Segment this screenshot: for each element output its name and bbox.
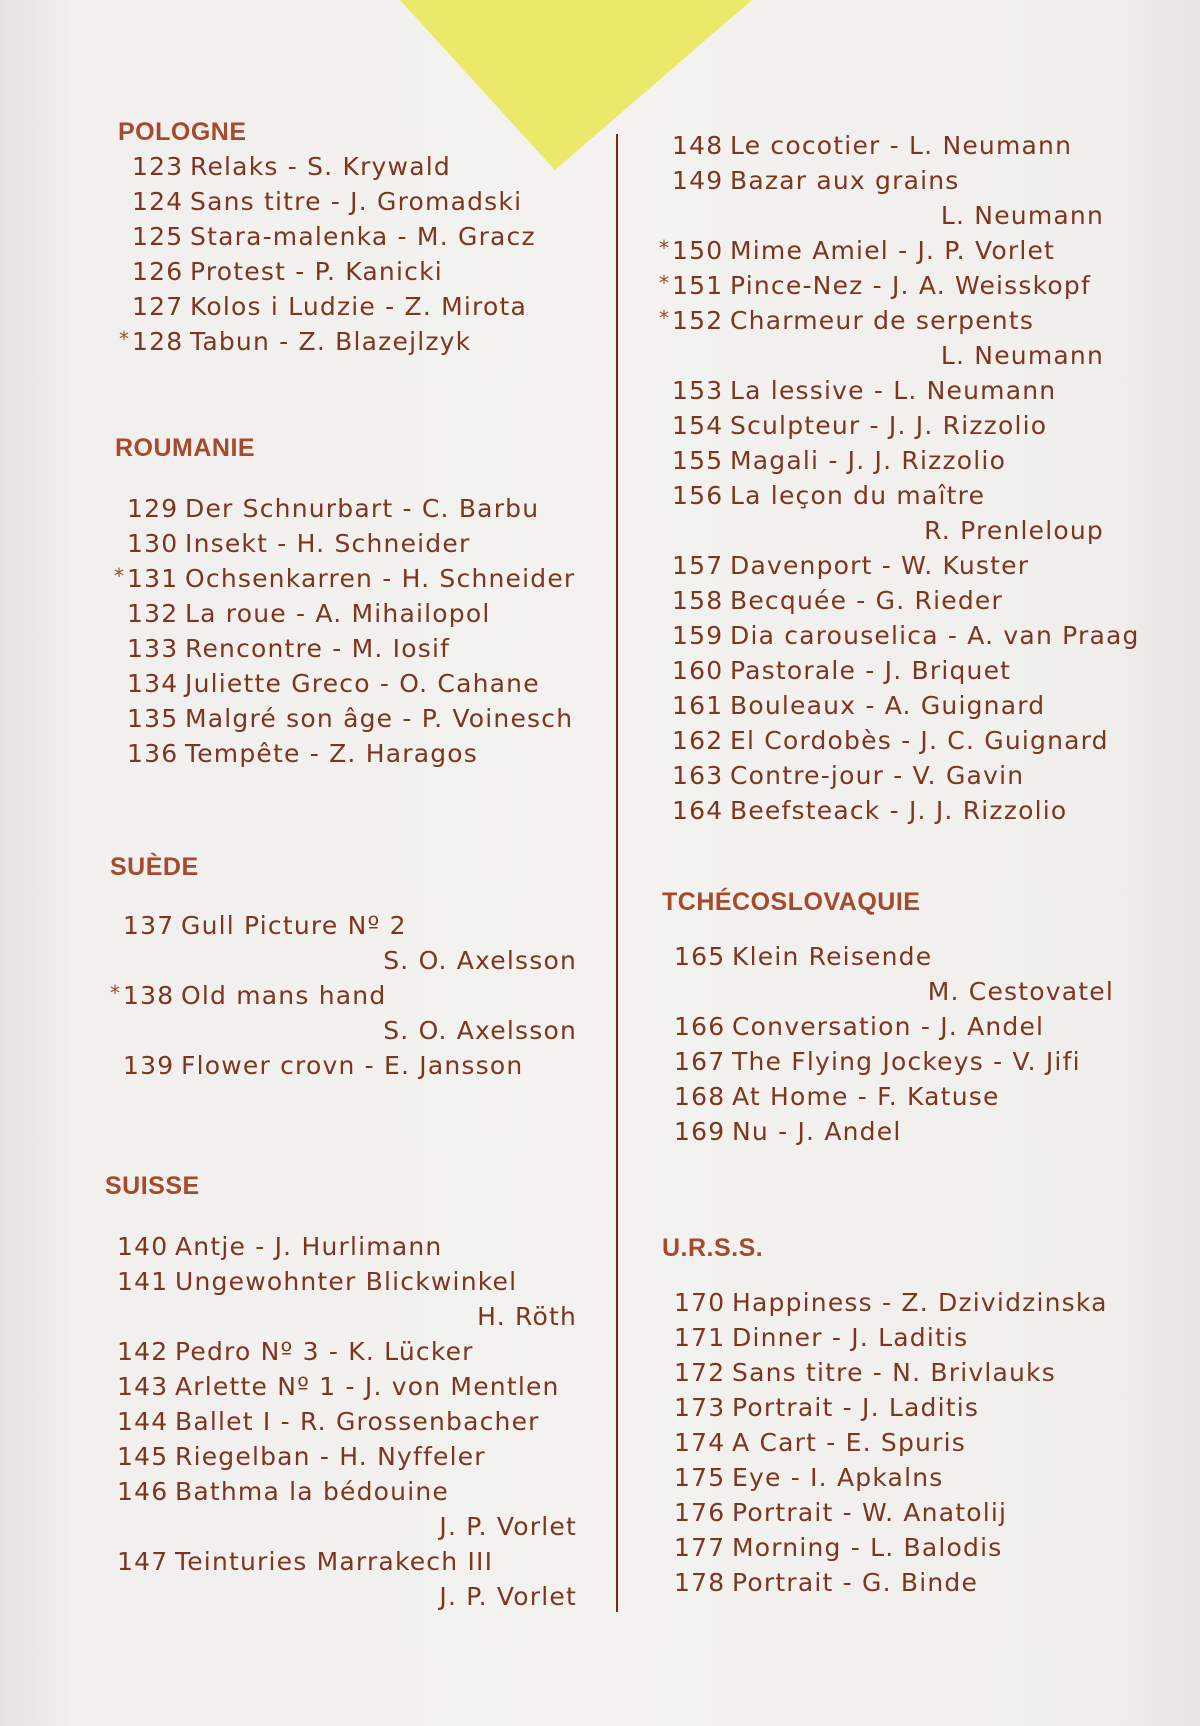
entry-number: 157: [672, 551, 724, 580]
entry-title: Ballet I - R. Grossenbacher: [175, 1407, 540, 1436]
asterisk-marker: *: [659, 236, 671, 260]
entry-title: La lessive - L. Neumann: [730, 376, 1057, 405]
entry-title: Magali - J. J. Rizzolio: [730, 446, 1007, 475]
entry-number: 171: [674, 1323, 726, 1352]
entry-title: Bathma la bédouine: [175, 1477, 449, 1506]
catalogue-entry: [672, 688, 1104, 723]
entry-title: Ungewohnter Blickwinkel: [175, 1267, 518, 1296]
entry-title: Juliette Greco - O. Cahane: [185, 669, 540, 698]
entry-number: 135: [127, 704, 179, 733]
entry-title: Becquée - G. Rieder: [730, 586, 1003, 615]
catalogue-entry: [132, 149, 588, 184]
catalogue-entry: [127, 666, 579, 701]
entry-title: Morning - L. Balodis: [732, 1533, 1003, 1562]
asterisk-marker: *: [114, 564, 126, 588]
entry-title: La roue - A. Mihailopol: [185, 599, 491, 628]
entry-title: Contre-jour - V. Gavin: [730, 761, 1025, 790]
catalogue-entry: [672, 793, 1104, 828]
entry-title: Portrait - W. Anatolij: [732, 1498, 1008, 1527]
entry-title: Old mans hand: [181, 981, 387, 1010]
catalogue-entry: [117, 1474, 577, 1544]
catalogue-entry: [672, 758, 1104, 793]
catalogue-entry: [117, 1369, 577, 1404]
entry-title: Pastorale - J. Briquet: [730, 656, 1012, 685]
entry-title: Relaks - S. Krywald: [190, 152, 451, 181]
catalogue-entry: [674, 1355, 1114, 1390]
catalogue-entry: [127, 701, 579, 736]
entry-number: 170: [674, 1288, 726, 1317]
entry-number: 175: [674, 1463, 726, 1492]
entry-number: 154: [672, 411, 724, 440]
entry-title: Sans titre - N. Brivlauks: [732, 1358, 1056, 1387]
entry-list: [110, 908, 577, 1083]
entry-list: [114, 491, 579, 771]
entry-number: 161: [672, 691, 724, 720]
entry-number: 137: [123, 911, 175, 940]
catalogue-entry: [674, 1530, 1114, 1565]
entry-number: 155: [672, 446, 724, 475]
catalogue-entry: [132, 219, 588, 254]
asterisk-marker: *: [659, 306, 671, 330]
entry-number: 178: [674, 1568, 726, 1597]
entry-number: 127: [132, 292, 184, 321]
entry-number: 126: [132, 257, 184, 286]
entry-number: 150: [672, 236, 724, 265]
catalogue-entry: [127, 596, 579, 631]
entry-title: The Flying Jockeys - V. Jifi: [732, 1047, 1081, 1076]
entry-title: Dia carouselica - A. van Praag: [730, 621, 1140, 650]
section-suisse-continued: [659, 128, 1140, 828]
entry-title: Eye - I. Apkalns: [732, 1463, 944, 1492]
catalogue-entry: [123, 908, 577, 978]
catalogue-entry: [117, 1404, 577, 1439]
catalogue-entry: [672, 373, 1104, 408]
catalogue-entry: [672, 443, 1104, 478]
section-heading: TCHÉCOSLOVAQUIE: [662, 888, 921, 916]
entry-number: 142: [117, 1337, 169, 1366]
entry-title: Pince-Nez - J. A. Weisskopf: [730, 271, 1091, 300]
catalogue-entry: [672, 128, 1104, 163]
entry-title: Insekt - H. Schneider: [185, 529, 471, 558]
entry-number: 153: [672, 376, 724, 405]
entry-number: 129: [127, 494, 179, 523]
entry-number: 159: [672, 621, 724, 650]
entry-title: At Home - F. Katuse: [732, 1082, 1000, 1111]
catalogue-entry: [114, 561, 579, 596]
section-heading: SUISSE: [105, 1172, 200, 1200]
section-pologne: [118, 118, 588, 359]
entry-number: 167: [674, 1047, 726, 1076]
entry-number: 134: [127, 669, 179, 698]
catalogue-entry: [659, 233, 1104, 268]
entry-number: 149: [672, 166, 724, 195]
catalogue-entry: [132, 184, 588, 219]
entry-author: M. Cestovatel: [927, 977, 1114, 1006]
asterisk-marker: *: [119, 327, 131, 351]
section-heading: SUÈDE: [110, 853, 199, 881]
entry-number: 139: [123, 1051, 175, 1080]
entry-number: 165: [674, 942, 726, 971]
entry-number: 169: [674, 1117, 726, 1146]
entry-number: 138: [123, 981, 175, 1010]
entry-title: Stara-malenka - M. Gracz: [190, 222, 536, 251]
catalogue-entry: [672, 618, 1140, 653]
entry-author: R. Prenleloup: [924, 516, 1104, 545]
catalogue-entry: [127, 736, 579, 771]
entry-list: [674, 1285, 1114, 1600]
entry-number: 174: [674, 1428, 726, 1457]
entry-title: A Cart - E. Spuris: [732, 1428, 966, 1457]
entry-number: 124: [132, 187, 184, 216]
catalogue-entry: [674, 1044, 1114, 1079]
entry-title: Mime Amiel - J. P. Vorlet: [730, 236, 1056, 265]
entry-title: Davenport - W. Kuster: [730, 551, 1030, 580]
entry-number: 160: [672, 656, 724, 685]
entry-number: 148: [672, 131, 724, 160]
entry-author: L. Neumann: [940, 341, 1104, 370]
entry-author: J. P. Vorlet: [439, 1582, 577, 1611]
entry-number: 151: [672, 271, 724, 300]
catalogue-entry: [672, 163, 1104, 233]
entry-title: Protest - P. Kanicki: [190, 257, 443, 286]
catalogue-entry: [674, 1114, 1114, 1149]
entry-number: 130: [127, 529, 179, 558]
entry-title: Happiness - Z. Dzividzinska: [732, 1288, 1108, 1317]
entry-title: Bouleaux - A. Guignard: [730, 691, 1046, 720]
section-suisse: [105, 1172, 580, 1614]
entry-author: L. Neumann: [940, 201, 1104, 230]
catalogue-entry: [117, 1334, 577, 1369]
entry-number: 152: [672, 306, 724, 335]
catalogue-entry: [674, 1460, 1114, 1495]
catalogue-entry: [132, 289, 588, 324]
entry-title: Arlette Nº 1 - J. von Mentlen: [175, 1372, 560, 1401]
catalogue-entry: [117, 1439, 577, 1474]
entry-title: Dinner - J. Laditis: [732, 1323, 969, 1352]
entry-title: Pedro Nº 3 - K. Lücker: [175, 1337, 474, 1366]
catalogue-entry: [119, 324, 588, 359]
catalogue-entry: [672, 723, 1109, 758]
entry-number: 145: [117, 1442, 169, 1471]
entry-title: Portrait - J. Laditis: [732, 1393, 980, 1422]
entry-title: Tempête - Z. Haragos: [185, 739, 479, 768]
catalogue-entry: [117, 1264, 577, 1334]
entry-number: 146: [117, 1477, 169, 1506]
entry-number: 132: [127, 599, 179, 628]
catalogue-entry: [127, 491, 579, 526]
catalogue-entry: [123, 1048, 577, 1083]
entry-number: 176: [674, 1498, 726, 1527]
entry-number: 166: [674, 1012, 726, 1041]
entry-title: Tabun - Z. Blazejlzyk: [190, 327, 472, 356]
entry-author: J. P. Vorlet: [439, 1512, 577, 1541]
entry-number: 173: [674, 1393, 726, 1422]
catalogue-entry: [127, 526, 579, 561]
entry-title: El Cordobès - J. C. Guignard: [730, 726, 1109, 755]
entry-number: 156: [672, 481, 724, 510]
entry-title: Teinturies Marrakech III: [175, 1547, 494, 1576]
section-roumanie: [115, 434, 585, 771]
catalogue-entry: [672, 478, 1104, 548]
entry-title: Der Schnurbart - C. Barbu: [185, 494, 540, 523]
entry-title: Nu - J. Andel: [732, 1117, 902, 1146]
catalogue-entry: [674, 1390, 1114, 1425]
catalogue-entry: [672, 583, 1104, 618]
entry-author: S. O. Axelsson: [383, 946, 577, 975]
entry-number: 143: [117, 1372, 169, 1401]
entry-list: [659, 128, 1140, 828]
catalogue-entry: [110, 978, 577, 1048]
entry-number: 136: [127, 739, 179, 768]
catalogue-entry: [674, 1320, 1114, 1355]
catalogue-entry: [674, 1009, 1114, 1044]
entry-title: Kolos i Ludzie - Z. Mirota: [190, 292, 527, 321]
entry-title: Beefsteack - J. J. Rizzolio: [730, 796, 1068, 825]
entry-title: Charmeur de serpents: [730, 306, 1035, 335]
catalogue-entry: [117, 1229, 577, 1264]
entry-number: 172: [674, 1358, 726, 1387]
entry-number: 123: [132, 152, 184, 181]
section-tchecoslovaquie: [662, 888, 1122, 1149]
entry-number: 147: [117, 1547, 169, 1576]
catalogue-entry: [674, 1565, 1114, 1600]
catalogue-entry: [659, 268, 1104, 303]
entry-title: Rencontre - M. Iosif: [185, 634, 451, 663]
entry-number: 162: [672, 726, 724, 755]
entry-title: Antje - J. Hurlimann: [175, 1232, 443, 1261]
catalogue-entry: [674, 939, 1114, 1009]
entry-title: Sculpteur - J. J. Rizzolio: [730, 411, 1048, 440]
entry-list: [119, 149, 588, 359]
entry-list: [117, 1229, 577, 1614]
entry-title: Malgré son âge - P. Voinesch: [185, 704, 574, 733]
entry-number: 133: [127, 634, 179, 663]
entry-number: 128: [132, 327, 184, 356]
column-divider: [616, 134, 618, 1612]
section-heading: U.R.S.S.: [662, 1234, 764, 1262]
entry-number: 125: [132, 222, 184, 251]
entry-title: Ochsenkarren - H. Schneider: [185, 564, 576, 593]
asterisk-marker: *: [110, 981, 122, 1005]
entry-list: [674, 939, 1114, 1149]
catalogue-entry: [127, 631, 579, 666]
entry-number: 163: [672, 761, 724, 790]
asterisk-marker: *: [659, 271, 671, 295]
catalogue-entry: [674, 1425, 1114, 1460]
entry-number: 131: [127, 564, 179, 593]
entry-author: H. Röth: [477, 1302, 577, 1331]
entry-title: Sans titre - J. Gromadski: [190, 187, 523, 216]
entry-number: 177: [674, 1533, 726, 1562]
catalogue-entry: [672, 548, 1104, 583]
entry-title: Conversation - J. Andel: [732, 1012, 1045, 1041]
entry-number: 168: [674, 1082, 726, 1111]
catalogue-entry: [132, 254, 588, 289]
entry-number: 140: [117, 1232, 169, 1261]
catalogue-entry: [659, 303, 1104, 373]
entry-title: Portrait - G. Binde: [732, 1568, 979, 1597]
entry-number: 164: [672, 796, 724, 825]
catalogue-entry: [674, 1495, 1114, 1530]
entry-title: La leçon du maître: [730, 481, 986, 510]
catalogue-entry: [672, 653, 1104, 688]
entry-title: Klein Reisende: [732, 942, 933, 971]
section-heading: ROUMANIE: [115, 434, 256, 462]
section-urss: [662, 1234, 1122, 1600]
entry-title: Flower crovn - E. Jansson: [181, 1051, 524, 1080]
entry-number: 141: [117, 1267, 169, 1296]
entry-title: Riegelban - H. Nyffeler: [175, 1442, 486, 1471]
entry-title: Bazar aux grains: [730, 166, 960, 195]
entry-title: Gull Picture Nº 2: [181, 911, 407, 940]
entry-title: Le cocotier - L. Neumann: [730, 131, 1073, 160]
entry-author: S. O. Axelsson: [383, 1016, 577, 1045]
catalogue-entry: [674, 1079, 1114, 1114]
catalogue-entry: [672, 408, 1104, 443]
entry-number: 144: [117, 1407, 169, 1436]
catalogue-entry: [117, 1544, 577, 1614]
catalogue-entry: [674, 1285, 1114, 1320]
section-suede: [110, 853, 580, 1083]
entry-number: 158: [672, 586, 724, 615]
section-heading: POLOGNE: [118, 118, 247, 146]
